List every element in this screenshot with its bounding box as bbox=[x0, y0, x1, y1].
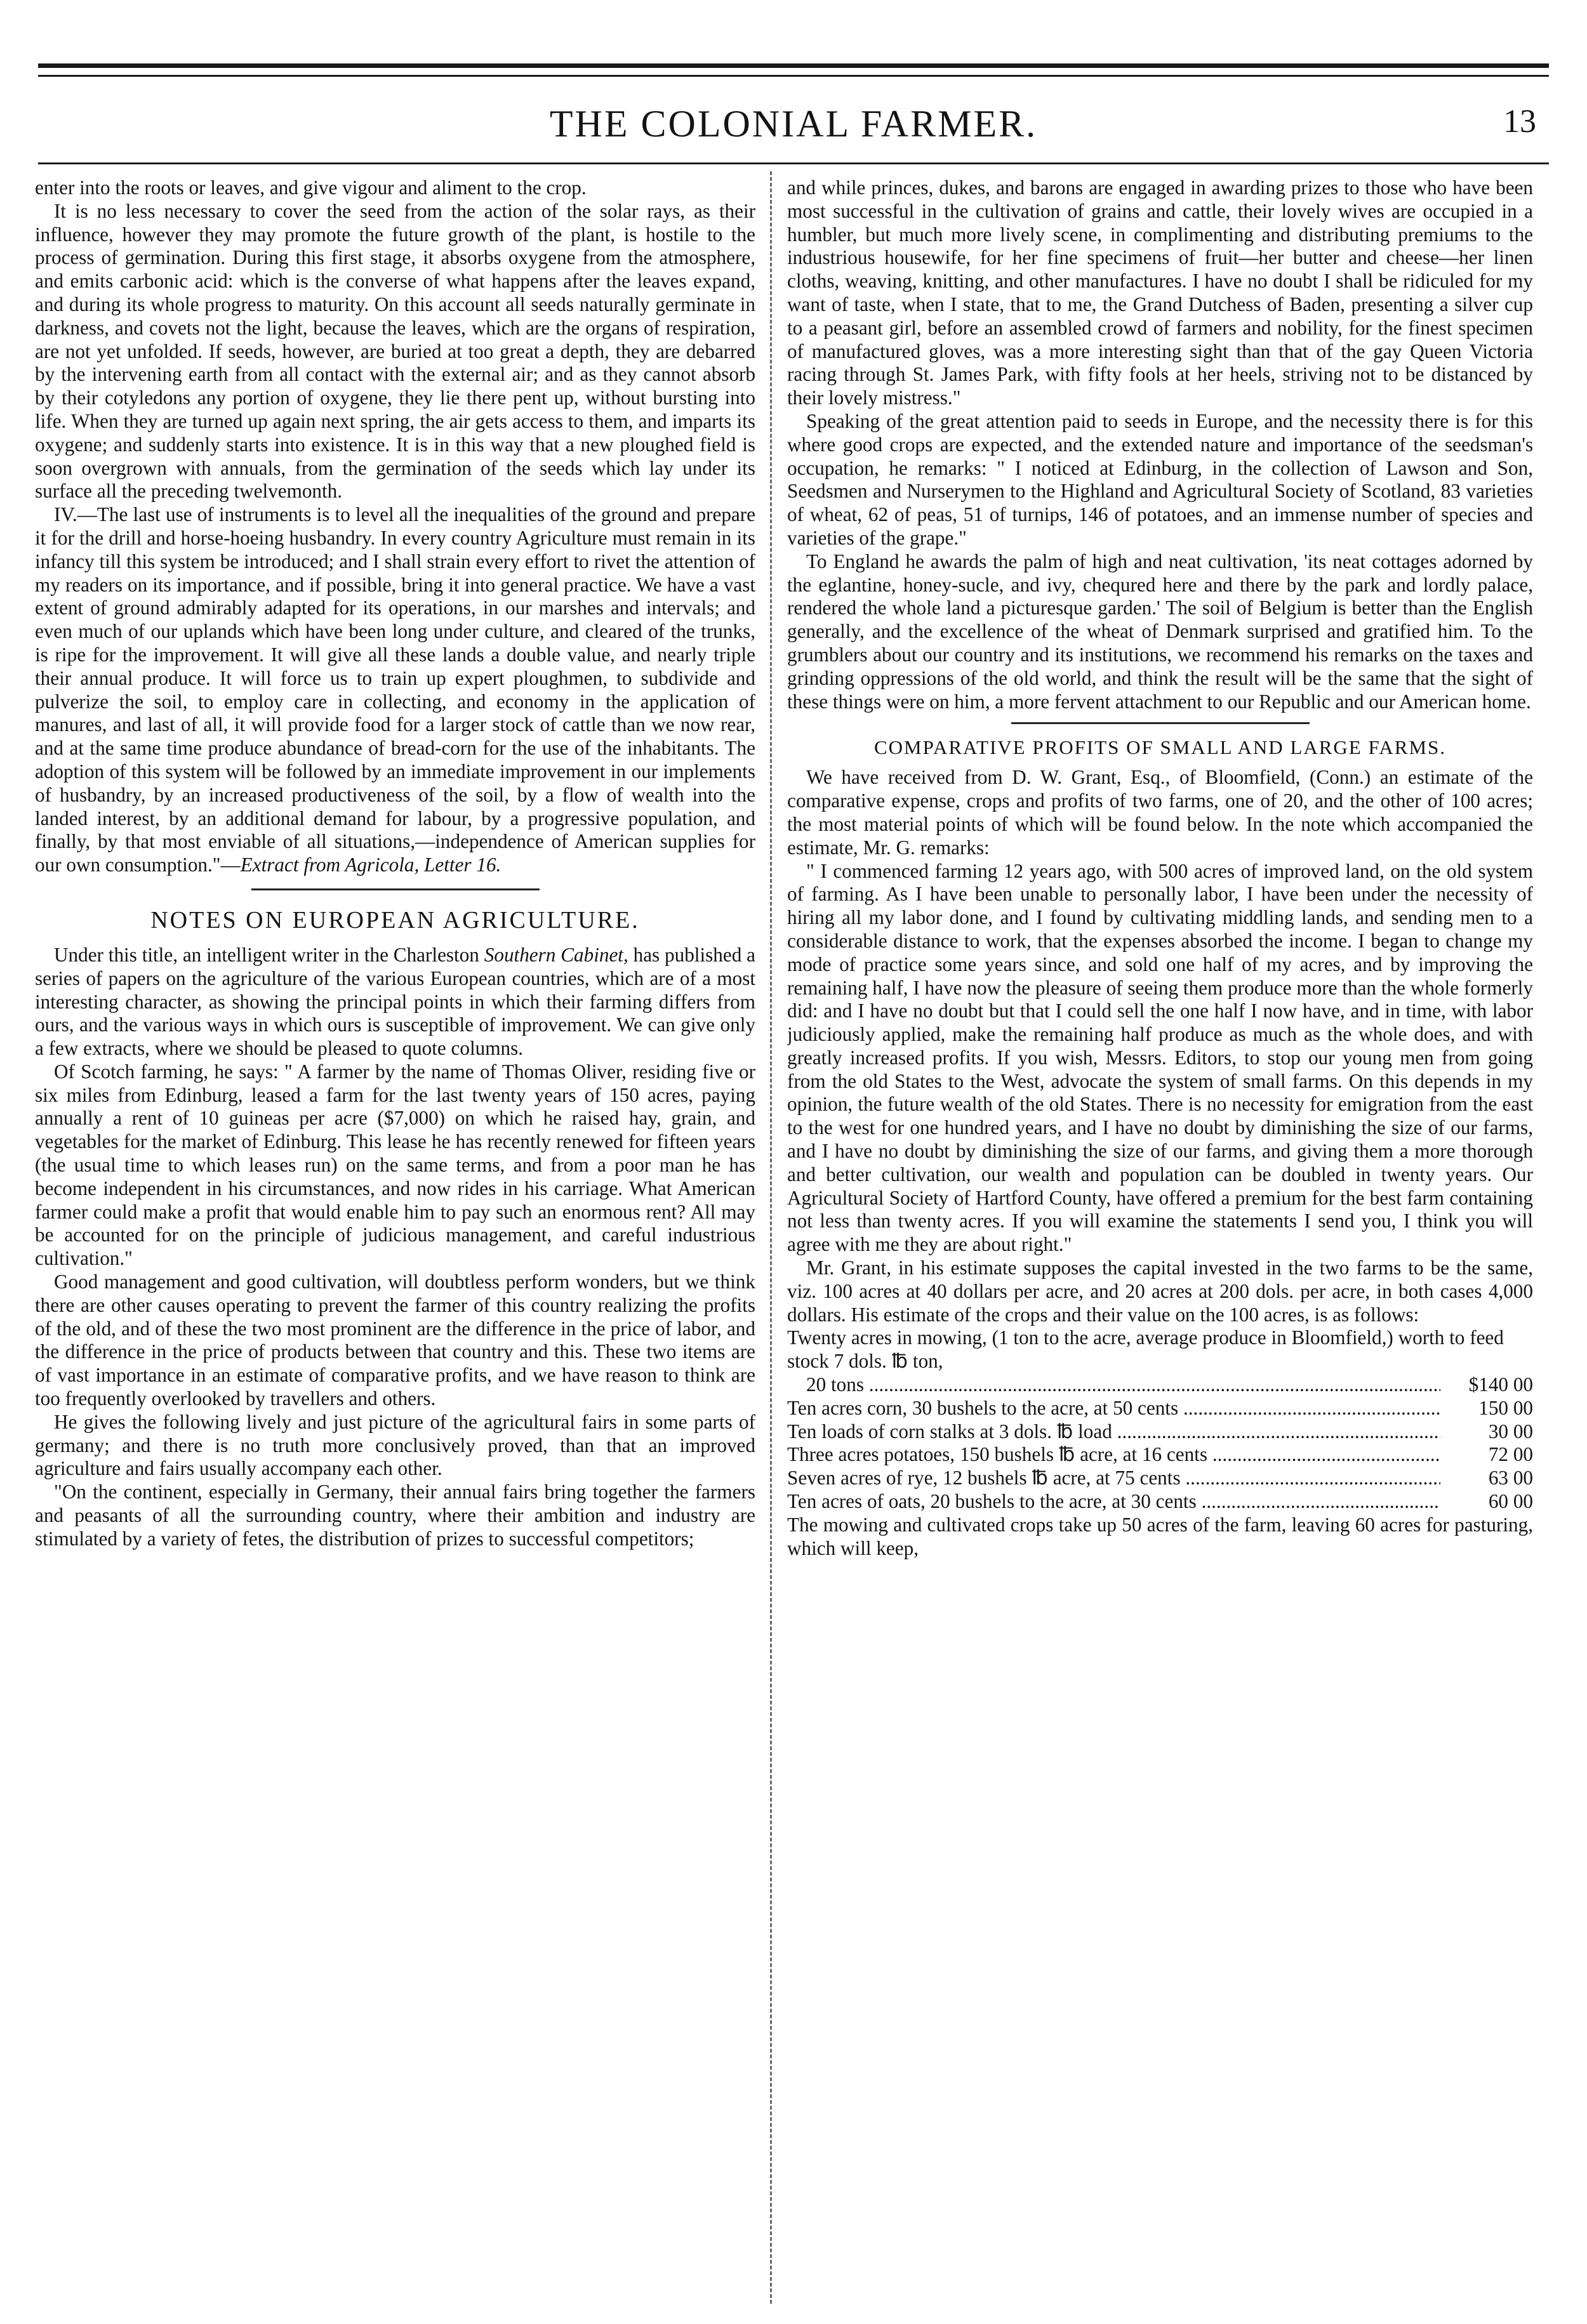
page-title: THE COLONIAL FARMER. bbox=[549, 102, 1038, 145]
table-row bbox=[787, 1490, 1533, 1514]
paragraph: Good management and good cultivation, will doubtless perform wonders, but we think there are other causes operating to prevent the farmer of this country realizing the profits of the old, and of these the two most prominent are the difference in the price of labor, and the difference in the price of products between that country and this. These two items are of vast importance in an estimate of comparative profits, and we have reason to think are too frequently overlooked by travellers and others. bbox=[35, 1271, 755, 1410]
paragraph: "On the continent, especially in Germany, their annual fairs bring together the farmers and peasants of all the surrounding country, where their ambition and industry are stimulated by a variety of fetes, the distribution of prizes to successful competitors; bbox=[35, 1481, 755, 1550]
table-row-amount: 30 00 bbox=[1488, 1420, 1533, 1443]
paragraph: Speaking of the great attention paid to seeds in Europe, and the necessity there is for this where good crops are expected, and the extended nature and importance of the seedsman's occupation, he remarks: " I noticed at Edinburg, in the collection of Lawson and Son, Seedsmen and Nurserymen to the Highland and Agricultural Society of Scotland, 83 varieties of wheat, 62 of peas, 51 of turnips, 146 of potatoes, and an immense number of species and varieties of the grape." bbox=[787, 409, 1533, 549]
crop-estimate-table bbox=[787, 1326, 1533, 1513]
paragraph: He gives the following lively and just picture of the agricultural fairs in some parts of germany; and there is no truth more conclusively proved, than that an improved agriculture and fairs usually accompany each other. bbox=[35, 1410, 755, 1480]
right-column bbox=[787, 176, 1533, 2309]
paragraph-text: IV.—The last use of instruments is to level all the inequalities of the ground and prepare it for the drill and horse-hoeing husbandry. In every country Agriculture must remain in its infancy till this system be introduced; and I shall strain every effort to rivet the attention of my readers on its importance, and if possible, bring it into general practice. We have a vast extent of ground admirably adapted for its operations, in our marshes and intervals; and even much of our uplands which have been long under culture, and cleared of the trunks, is ripe for the improvement. It will give all these lands a double value, and nearly triple their annual produce. It will force us to train up expert ploughmen, to subdivide and pulverize the soil, to employ care in collecting, and economy in the application of manures, and last of all, it will provide food for a larger stock of cattle than we now rear, and at the same time produce abundance of bread-corn for the use of the inhabitants. The adoption of this system will be followed by an immediate improvement in our implements of husbandry, by an increased productiveness of the soil, by a flow of wealth into the landed interest, by an additional demand for labour, by a progressive population, and finally, by that most enviable of all situations,—independence of American supplies for our own consumption."— bbox=[35, 503, 755, 876]
table-row-label: Seven acres of rye, 12 bushels ℔ acre, at 75 cents ..... bbox=[787, 1467, 1440, 1490]
table-row bbox=[787, 1420, 1533, 1444]
paragraph-text: Under this title, an intelligent writer in the Charleston bbox=[54, 943, 484, 966]
masthead-rule bbox=[38, 162, 1549, 164]
table-row-amount: 150 00 bbox=[1478, 1396, 1533, 1419]
paragraph: The mowing and cultivated crops take up 50 acres of the farm, leaving 60 acres for pasturing, which will keep, bbox=[787, 1513, 1533, 1559]
section-heading: NOTES ON EUROPEAN AGRICULTURE. bbox=[150, 906, 640, 934]
table-row-amount: $140 00 bbox=[1468, 1373, 1533, 1396]
journal-title: Southern Cabinet, bbox=[484, 943, 628, 966]
table-row-label: Ten loads of corn stalks at 3 dols. ℔ load ..... bbox=[787, 1420, 1440, 1444]
table-row-label: Ten acres of oats, 20 bushels to the acre, at 30 cents ..... bbox=[787, 1490, 1440, 1514]
paragraph: Mr. Grant, in his estimate supposes the capital invested in the two farms to be the same, viz. 100 acres at 40 dollars per acre, and 20 acres at 200 dols. per acre, in both cases 4,000 dollars. His estimate of the crops and their value on the 100 acres, is as follows: bbox=[787, 1257, 1533, 1326]
paragraph: We have received from D. W. Grant, Esq., of Bloomfield, (Conn.) an estimate of the comparative expense, crops and profits of two farms, one of 20, and the other of 100 acres; the most material points of which will be found below. In the note which accompanied the estimate, Mr. G. remarks: bbox=[787, 766, 1533, 859]
table-row bbox=[787, 1443, 1533, 1467]
column-divider bbox=[770, 171, 772, 2304]
paragraph bbox=[35, 944, 755, 1060]
table-row bbox=[787, 1373, 1533, 1397]
paragraph: and while princes, dukes, and barons are engaged in awarding prizes to those who have been most successful in the cultivation of grains and cattle, their lovely wives are occupied in a humbler, but much more lively scene, in complimenting and distributing premiums to the industrious housewife, for her fine specimens of fruit—her butter and cheese—her linen cloths, weaving, knitting, and other manufactures. I have no doubt I shall be ridiculed for my want of taste, when I state, that to me, the Grand Dutchess of Baden, presenting a silver cup to a peasant girl, before an assembled crowd of farmers and nobility, for the finest specimen of manufactured gloves, was a more interesting sight than that of the gay Queen Victoria racing through St. James Park, with fifty fools at her heels, striving not to be distanced by their lovely mistress." bbox=[787, 176, 1533, 409]
section-heading: COMPARATIVE PROFITS OF SMALL AND LARGE FARMS. bbox=[873, 736, 1447, 759]
header-rule-thick bbox=[38, 63, 1549, 68]
left-column bbox=[35, 176, 755, 2309]
paragraph: To England he awards the palm of high and neat cultivation, 'its neat cottages adorned by the eglantine, honey-sucle, and ivy, chequred here and there by the park and lordly palace, rendered the whole land a picturesque garden.' The soil of Belgium is better than the English generally, and the excellence of the wheat of Denmark surprised and gratified him. To the grumblers about our country and its institutions, we recommend his remarks on the taxes and grinding oppressions of the old world, and think the result will be the same that the sight of these things were on him, a more fervent attachment to our Republic and our American home. bbox=[787, 550, 1533, 713]
page-number: 13 bbox=[1503, 103, 1536, 140]
table-row-amount: 63 00 bbox=[1488, 1467, 1533, 1489]
table-row-text: Twenty acres in mowing, (1 ton to the acre, average produce in Bloomfield,) worth to feed stock 7 dols. ℔ ton, bbox=[787, 1326, 1504, 1373]
section-divider bbox=[251, 888, 540, 890]
table-row-label: Three acres potatoes, 150 bushels ℔ acre, at 16 cents ..... bbox=[787, 1443, 1440, 1467]
source-citation: Extract from Agricola, Letter 16. bbox=[240, 854, 501, 876]
paragraph: Of Scotch farming, he says: " A farmer by the name of Thomas Oliver, residing five or six miles from Edinburg, leased a farm for the last twenty years of 150 acres, paying annually a rent of 10 guineas per acre ($7,000) on which he raised hay, grain, and vegetables for the market of Edinburg. This lease he has recently renewed for fifteen years (the usual time to which leases run) on the same terms, and from a poor man he has become independent in his circumstances, and now rides in his carriage. What American farmer could make a profit that would enable him to pay such an enormous rent? All may be accounted for on the principle of judicious management, and careful industrious cultivation." bbox=[35, 1060, 755, 1270]
table-row bbox=[787, 1467, 1533, 1490]
paragraph: It is no less necessary to cover the seed from the action of the solar rays, as their influence, however they may promote the future growth of the plant, is hostile to the process of germination. During this first stage, it absorbs oxygene from the atmosphere, and emits carbonic acid: which is the converse of what happens after the leaves expand, and during its whole progress to maturity. On this account all seeds naturally germinate in darkness, and covets not the light, because the leaves, which are the organs of respiration, are not yet unfolded. If seeds, however, are buried at too great a depth, they are debarred by the intervening earth from all contact with the external air; and as they cannot absorb by their cotyledons any portion of oxygene, they lie there pent up, without bursting into life. When they are turned up again next spring, the air gets access to them, and imparts its oxygene; and suddenly starts into existence. It is in this way that a new ploughed field is soon overgrown with annuals, from the germination of the seeds which lay under its surface all the preceding twelvemonth. bbox=[35, 199, 755, 503]
paragraph: " I commenced farming 12 years ago, with 500 acres of improved land, on the old system of farming. As I have been unable to personally labor, I have been under the necessity of hiring all my labor done, and I found by cultivating middling lands, and sending men to a considerable distance to work, that the expenses absorbed the income. I began to change my mode of practice some years since, and sold one half of my acres, and by improving the remaining half, I have now the pleasure of seeing them produce more than the whole formerly did: and I have no doubt but that I could sell the one half I now have, and in time, with labor judiciously applied, make the remaining half produce as much as the whole does, and with greatly increased profits. If you wish, Messrs. Editors, to stop our young men from going from the old States to the West, advocate the system of small farms. On this depends in my opinion, the future wealth of the old States. There is no necessity for emigration from the east to the west for one hundred years, and I have no doubt by diminishing the size of our farms, and I have no doubt by diminishing the size of our farms, and giving them a more thorough and better cultivation, our wealth and population can be doubled in twenty years. Our Agricultural Society of Hartford County, have offered a premium for the best farm containing not less than twenty acres. If you will examine the statements I send you, I think you will agree with me they are about right." bbox=[787, 859, 1533, 1256]
paragraph bbox=[35, 503, 755, 877]
paragraph: enter into the roots or leaves, and give vigour and aliment to the crop. bbox=[35, 176, 587, 199]
masthead bbox=[38, 89, 1549, 159]
table-row-label: 20 tons ..... bbox=[806, 1373, 1440, 1397]
table-row-amount: 60 00 bbox=[1488, 1490, 1533, 1513]
table-row-amount: 72 00 bbox=[1488, 1443, 1533, 1466]
table-row bbox=[787, 1397, 1533, 1420]
paragraph-text: has published a series of papers on the agriculture of the various European countries, which are of a most interesting character, as showing the principal points in which their farming differs from ours, and the various ways in which ours is susceptible of improvement. We can give only a few extracts, where we should be pleased to quote columns. bbox=[35, 943, 755, 1060]
table-row-label: Ten acres corn, 30 bushels to the acre, at 50 cents ..... bbox=[787, 1397, 1440, 1420]
section-divider bbox=[1011, 722, 1310, 724]
header-rule-thin bbox=[38, 75, 1549, 77]
